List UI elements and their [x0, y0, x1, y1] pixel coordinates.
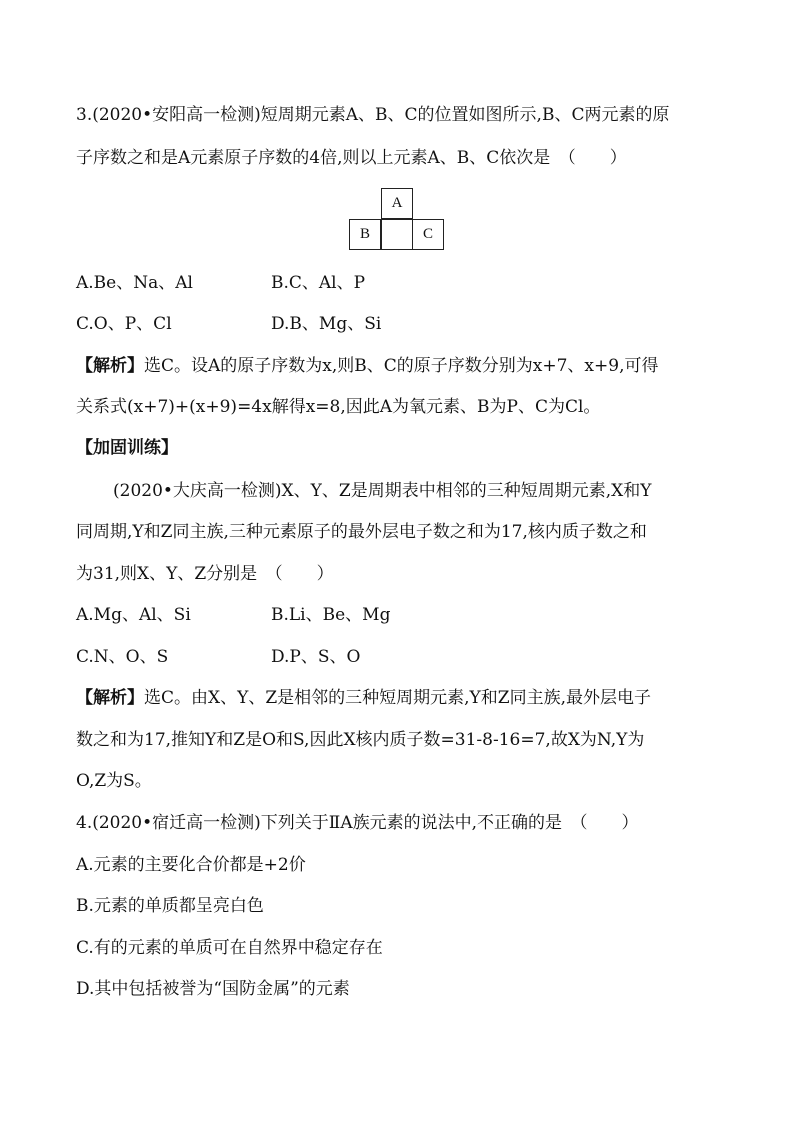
practice-option-d: D.P、S、O: [271, 647, 361, 667]
practice-stem-line-1: (2020•大庆高一检测)X、Y、Z是周期表中相邻的三种短周期元素,X和Y: [113, 481, 652, 501]
cell-a: A: [381, 188, 413, 219]
q4-option-d: D.其中包括被誉为“国防金属”的元素: [76, 979, 350, 999]
q3-stem-line-2: 子序数之和是A元素原子序数的4倍,则以上元素A、B、C依次是 （ ）: [76, 148, 627, 168]
q3-option-c: C.O、P、Cl: [76, 314, 172, 334]
practice-analysis-line-3: O,Z为S。: [76, 771, 152, 791]
practice-analysis-line-1: [76, 687, 651, 709]
q3-analysis-line-2: 关系式(x+7)+(x+9)=4x解得x=8,因此A为氧元素、B为P、C为Cl。: [76, 397, 601, 417]
practice-stem-line-3: 为31,则X、Y、Z分别是 （ ）: [76, 564, 334, 584]
practice-stem-line-2: 同周期,Y和Z同主族,三种元素原子的最外层电子数之和为17,核内质子数之和: [76, 522, 647, 542]
q3-option-b: B.C、Al、P: [271, 273, 366, 293]
practice-option-c: C.N、O、S: [76, 647, 169, 667]
q4-option-c: C.有的元素的单质可在自然界中稳定存在: [76, 938, 383, 958]
cell-middle: [381, 219, 413, 250]
practice-analysis-line-2: 数之和为17,推知Y和Z是O和S,因此X核内质子数=31-8-16=7,故X为N,Y为: [76, 730, 645, 750]
q4-stem: 4.(2020•宿迁高一检测)下列关于ⅡA族元素的说法中,不正确的是 （ ）: [76, 813, 639, 833]
practice-heading: 【加固训练】: [76, 438, 178, 458]
q4-option-a: A.元素的主要化合价都是+2价: [76, 855, 306, 875]
cell-c: C: [412, 219, 444, 250]
practice-option-b: B.Li、Be、Mg: [271, 605, 391, 625]
practice-analysis-label: 【解析】: [76, 688, 144, 708]
q3-option-d: D.B、Mg、Si: [271, 314, 382, 334]
periodic-position-figure: [349, 188, 444, 250]
cell-b: B: [349, 219, 381, 250]
practice-option-a: A.Mg、Al、Si: [76, 605, 191, 625]
q3-analysis-line-1: [76, 355, 658, 377]
q3-analysis-label: 【解析】: [76, 356, 144, 376]
q4-option-b: B.元素的单质都呈亮白色: [76, 896, 264, 916]
q3-analysis-text-1: 选C。设A的原子序数为x,则B、C的原子序数分别为x+7、x+9,可得: [144, 356, 659, 376]
q3-stem-line-1: 3.(2020•安阳高一检测)短周期元素A、B、C的位置如图所示,B、C两元素的原: [76, 105, 670, 125]
practice-analysis-text-1: 选C。由X、Y、Z是相邻的三种短周期元素,Y和Z同主族,最外层电子: [144, 688, 651, 708]
q3-option-a: A.Be、Na、Al: [76, 273, 193, 293]
